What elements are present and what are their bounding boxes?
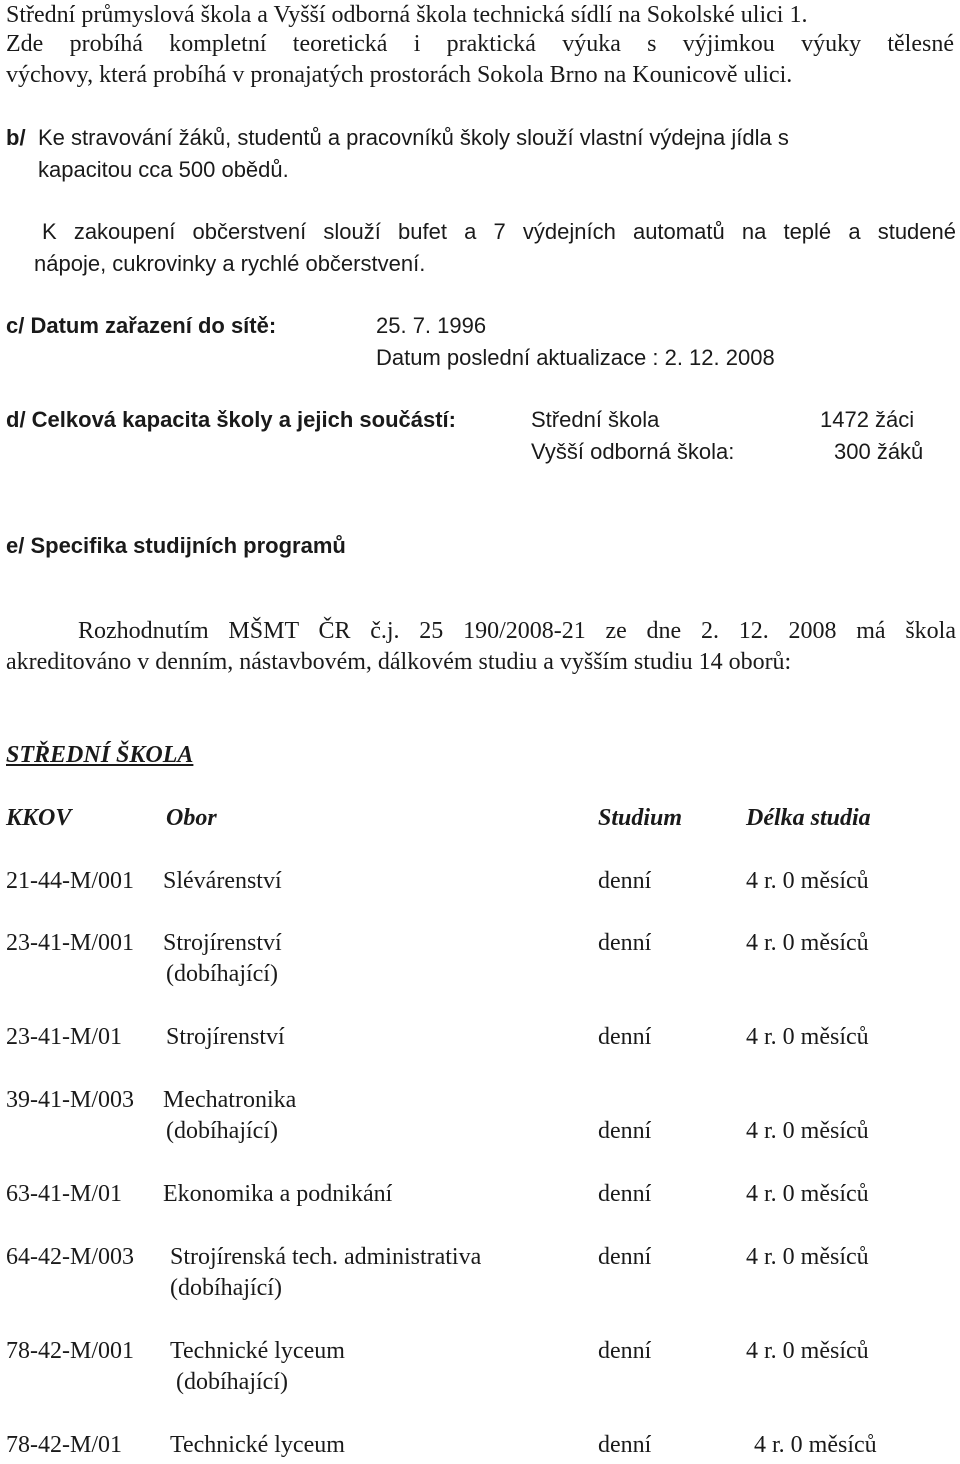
table-row-note: (dobíhající) — [176, 1369, 288, 1395]
section-b-line-3: K zakoupení občerstvení slouží bufet a 7 výdejních automatů na teplé a studené — [42, 219, 956, 244]
table-row-note: (dobíhající) — [170, 1275, 282, 1301]
table-row-field: Technické lyceum — [170, 1338, 345, 1364]
table-row-length: 4 r. 0 měsíců — [746, 1024, 869, 1050]
section-b-line-1: Ke stravování žáků, studentů a pracovníků školy slouží vlastní výdejna jídla s — [38, 125, 789, 150]
section-b-line-4: nápoje, cukrovinky a rychlé občerstvení. — [34, 251, 426, 276]
table-row-length: 4 r. 0 měsíců — [746, 1244, 869, 1270]
table-row-field: Strojírenská tech. administrativa — [170, 1244, 482, 1270]
intro-line-1: Střední průmyslová škola a Vyšší odborná škola technická sídlí na Sokolské ulici 1. — [6, 2, 808, 28]
table-row-field: Mechatronika — [163, 1087, 297, 1113]
section-b-marker: b/ — [6, 125, 26, 150]
table-row-code: 78-42-M/01 — [6, 1432, 122, 1458]
table-row-length: 4 r. 0 měsíců — [746, 1338, 869, 1364]
table-row-field: Technické lyceum — [170, 1432, 345, 1458]
intro-line-3: výchovy, která probíhá v pronajatých prostorách Sokola Brno na Kounicově ulici. — [6, 62, 793, 88]
table-row-study: denní — [598, 1432, 652, 1458]
table-row-study: denní — [598, 1181, 652, 1207]
table-row-code: 64-42-M/003 — [6, 1244, 134, 1270]
table-row-code: 63-41-M/01 — [6, 1181, 122, 1207]
table-row-note: (dobíhající) — [166, 1118, 278, 1144]
intro-line-2: Zde probíhá kompletní teoretická i praktická výuka s výjimkou výuky tělesné — [6, 31, 954, 57]
table-row-study: denní — [598, 868, 652, 894]
table-row-study: denní — [598, 1338, 652, 1364]
table-row-study: denní — [598, 930, 652, 956]
section-b-line-2: kapacitou cca 500 obědů. — [38, 157, 289, 182]
section-c-update: Datum poslední aktualizace : 2. 12. 2008 — [376, 345, 775, 370]
section-c-label: c/ Datum zařazení do sítě: — [6, 313, 277, 338]
table-row-length: 4 r. 0 měsíců — [754, 1432, 877, 1458]
section-e-para-line-2: akreditováno v denním, nástavbovém, dálkovém studiu a vyšším studiu 14 oborů: — [6, 649, 792, 675]
col-header-obor: Obor — [166, 805, 217, 831]
table-row-study: denní — [598, 1118, 652, 1144]
capacity-secondary-value: 1472 žáci — [820, 407, 915, 432]
table-row-field: Strojírenství — [163, 930, 282, 956]
table-row-field: Strojírenství — [166, 1024, 285, 1050]
capacity-secondary-name: Střední škola — [531, 407, 660, 432]
section-c-date: 25. 7. 1996 — [376, 313, 487, 338]
section-e-para-line-1: Rozhodnutím MŠMT ČR č.j. 25 190/2008-21 ze dne 2. 12. 2008 má škola — [78, 618, 956, 644]
capacity-higher-name: Vyšší odborná škola: — [531, 439, 735, 464]
table-row-note: (dobíhající) — [166, 961, 278, 987]
table-row-study: denní — [598, 1244, 652, 1270]
table-row-code: 78-42-M/001 — [6, 1338, 134, 1364]
table-row-length: 4 r. 0 měsíců — [746, 1181, 869, 1207]
table-row-code: 39-41-M/003 — [6, 1087, 134, 1113]
table-row-code: 23-41-M/001 — [6, 930, 134, 956]
col-header-kkov: KKOV — [6, 805, 72, 831]
table-row-study: denní — [598, 1024, 652, 1050]
table-row-length: 4 r. 0 měsíců — [746, 1118, 869, 1144]
table-row-field: Ekonomika a podnikání — [163, 1181, 393, 1207]
section-d-label: d/ Celková kapacita školy a jejich součástí: — [6, 407, 456, 432]
table-row-code: 21-44-M/001 — [6, 868, 134, 894]
capacity-higher-value: 300 žáků — [834, 439, 924, 464]
table-row-length: 4 r. 0 měsíců — [746, 930, 869, 956]
table-row-field: Slévárenství — [163, 868, 282, 894]
col-header-delka: Délka studia — [746, 805, 871, 831]
table-row-code: 23-41-M/01 — [6, 1024, 122, 1050]
section-e-label: e/ Specifika studijních programů — [6, 533, 346, 558]
school-heading: STŘEDNÍ ŠKOLA — [6, 742, 194, 768]
table-row-length: 4 r. 0 měsíců — [746, 868, 869, 894]
col-header-studium: Studium — [598, 805, 683, 831]
